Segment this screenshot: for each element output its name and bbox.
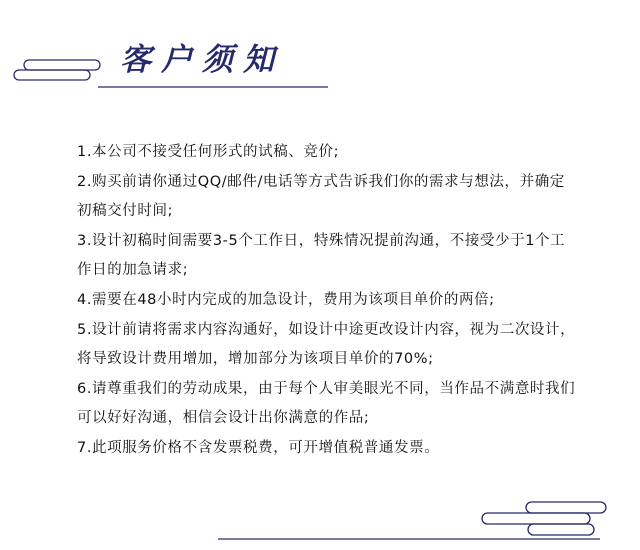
page-title: 客户须知: [120, 42, 284, 78]
decoration-pill-upper: [526, 502, 606, 513]
list-item: 3.设计初稿时间需要3-5个工作日，特殊情况提前沟通，不接受少于1个工作日的加急请求;: [77, 232, 566, 279]
notice-list: [77, 138, 577, 464]
decoration-pill-lower: [14, 70, 90, 80]
list-item: 6.请尊重我们的劳动成果，由于每个人审美眼光不同，当作品不满意时我们可以好好沟通，相信会设计出你满意的作品;: [77, 380, 576, 427]
decoration-pill-upper: [24, 60, 100, 70]
footer-decoration: [0, 496, 640, 550]
list-item: 1.本公司不接受任何形式的试稿、竞价;: [77, 144, 340, 160]
list-item: 5.设计前请将需求内容沟通好，如设计中途更改设计内容，视为二次设计，将导致设计费用增加，增加部分为该项目单价的70%;: [77, 321, 576, 368]
list-item: 4.需要在48小时内完成的加急设计，费用为该项目单价的两倍;: [77, 291, 495, 308]
list-item: 7.此项服务价格不含发票税费，可开增值税普通发票。: [77, 439, 440, 456]
decoration-pill-lower: [528, 524, 594, 535]
decoration-pill-middle: [482, 513, 590, 524]
list-item: 2.购买前请你通过QQ/邮件/电话等方式告诉我们你的需求与想法，并确定初稿交付时间;: [77, 173, 565, 220]
